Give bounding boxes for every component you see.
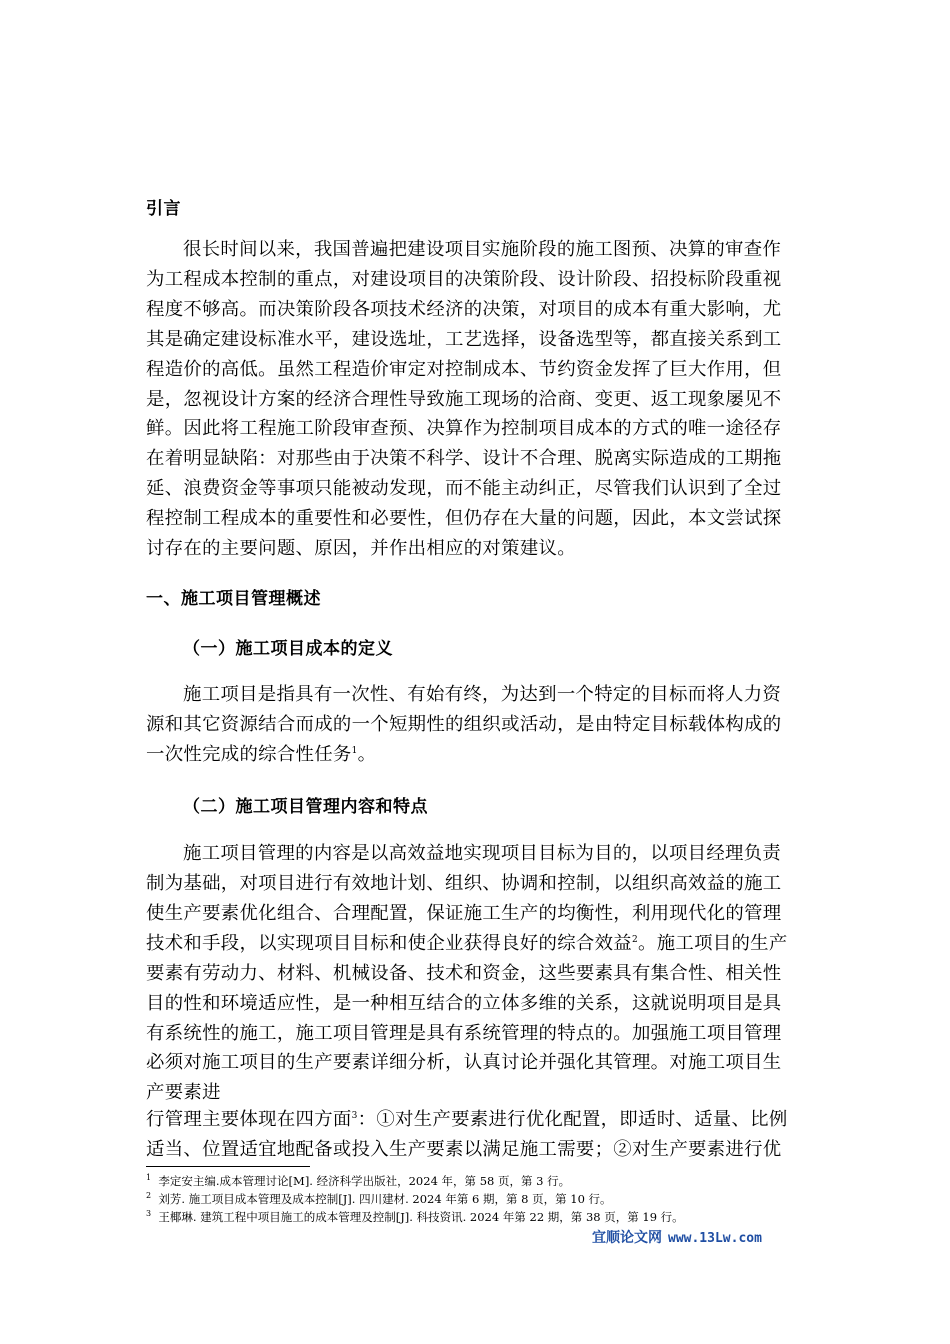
sub2-line-8: 必须对施工项目的生产要素详细分析，认真讨论并强化其管理。对施工项目生	[146, 1052, 782, 1073]
footnote-2-text: 刘芳. 施工项目成本管理及成本控制[J]. 四川建材. 2024 年第 6 期，第 8 页，第 10 行。	[158, 1192, 612, 1206]
sub2-line-11: 适当、位置适宜地配备或投入生产要素以满足施工需要；②对生产要素进行优	[146, 1139, 782, 1160]
footnote-ref-1[interactable]: 1	[351, 745, 358, 756]
footnote-3	[146, 1210, 684, 1225]
footnote-ref-2[interactable]: 2	[631, 934, 638, 945]
sub2-line-4-end: 。施工项目的生产	[638, 933, 788, 954]
footnote-2	[146, 1192, 612, 1207]
section1-sub2-heading: （二）施工项目管理内容和特点	[183, 797, 428, 817]
intro-line-2: 为工程成本控制的重点，对建设项目的决策阶段、设计阶段、招投标阶段重视	[146, 269, 782, 290]
sub1-line-2: 源和其它资源结合而成的一个短期性的组织或活动，是由特定目标载体构成的	[146, 714, 782, 735]
intro-line-10: 程控制工程成本的重要性和必要性，但仍存在大量的问题，因此，本文尝试探	[146, 508, 782, 529]
sub2-line-4-text: 技术和手段，以实现项目目标和使企业获得良好的综合效益	[146, 933, 632, 954]
sub2-line-10-text: 行管理主要体现在四方面	[146, 1109, 352, 1130]
sub2-line-9: 产要素进	[146, 1082, 221, 1103]
sub2-line-5: 要素有劳动力、材料、机械设备、技术和资金，这些要素具有集合性、相关性	[146, 963, 782, 984]
section1-heading: 一、施工项目管理概述	[146, 589, 321, 609]
footnote-1-number: 1	[146, 1173, 152, 1183]
footnote-divider	[146, 1166, 310, 1167]
watermark-name: 宜顺论文网	[592, 1230, 662, 1246]
intro-line-1: 很长时间以来，我国普遍把建设项目实施阶段的施工图预、决算的审查作	[183, 239, 782, 260]
footnote-3-number: 3	[146, 1209, 152, 1219]
sub1-line-3-end: 。	[357, 744, 377, 765]
watermark-url[interactable]: www.13Lw.com	[668, 1231, 762, 1246]
sub2-line-1: 施工项目管理的内容是以高效益地实现项目目标为目的，以项目经理负责	[183, 843, 782, 864]
sub1-line-1: 施工项目是指具有一次性、有始有终，为达到一个特定的目标而将人力资	[183, 684, 782, 705]
sub2-line-6: 目的性和环境适应性，是一种相互结合的立体多维的关系，这就说明项目是具	[146, 993, 782, 1014]
section1-sub1-heading: （一）施工项目成本的定义	[183, 639, 393, 659]
footnote-1-text: 李定安主编.成本管理讨论[M]. 经济科学出版社，2024 年，第 58 页，第 3 行。	[158, 1174, 571, 1188]
footnote-2-number: 2	[146, 1191, 152, 1201]
intro-line-3: 程度不够高。而决策阶段各项技术经济的决策，对项目的成本有重大影响，尤	[146, 299, 782, 320]
sub2-line-10	[146, 1107, 806, 1133]
sub2-line-3: 使生产要素优化组合、合理配置，保证施工生产的均衡性，利用现代化的管理	[146, 903, 782, 924]
sub1-line-3-text: 一次性完成的综合性任务	[146, 744, 352, 765]
intro-line-6: 是，忽视设计方案的经济合理性导致施工现场的洽商、变更、返工现象屡见不	[146, 389, 782, 410]
sub2-line-4	[146, 931, 806, 957]
intro-line-5: 程造价的高低。虽然工程造价审定对控制成本、节约资金发挥了巨大作用，但	[146, 359, 782, 380]
sub2-line-10-end: ：①对生产要素进行优化配置，即适时、适量、比例	[357, 1109, 788, 1130]
intro-line-8: 在着明显缺陷：对那些由于决策不科学、设计不合理、脱离实际造成的工期拖	[146, 448, 782, 469]
footnote-1	[146, 1174, 570, 1189]
intro-line-7: 鲜。因此将工程施工阶段审查预、决算作为控制项目成本的方式的唯一途径存	[146, 418, 782, 439]
intro-heading: 引言	[146, 199, 181, 219]
site-watermark[interactable]	[592, 1227, 762, 1247]
intro-line-4: 其是确定建设标准水平，建设选址，工艺选择，设备选型等，都直接关系到工	[146, 329, 782, 350]
sub2-line-2: 制为基础，对项目进行有效地计划、组织、协调和控制，以组织高效益的施工	[146, 873, 782, 894]
intro-line-11: 讨存在的主要问题、原因，并作出相应的对策建议。	[146, 538, 576, 559]
sub2-line-7: 有系统性的施工，施工项目管理是具有系统管理的特点的。加强施工项目管理	[146, 1023, 782, 1044]
intro-line-9: 延、浪费资金等事项只能被动发现，而不能主动纠正，尽管我们认识到了全过	[146, 478, 782, 499]
sub1-line-3	[146, 742, 806, 768]
footnote-3-text: 王椰琳. 建筑工程中项目施工的成本管理及控制[J]. 科技资讯. 2024 年第 22 期，第 38 页，第 19 行。	[158, 1210, 684, 1224]
footnote-ref-3[interactable]: 3	[351, 1110, 358, 1121]
